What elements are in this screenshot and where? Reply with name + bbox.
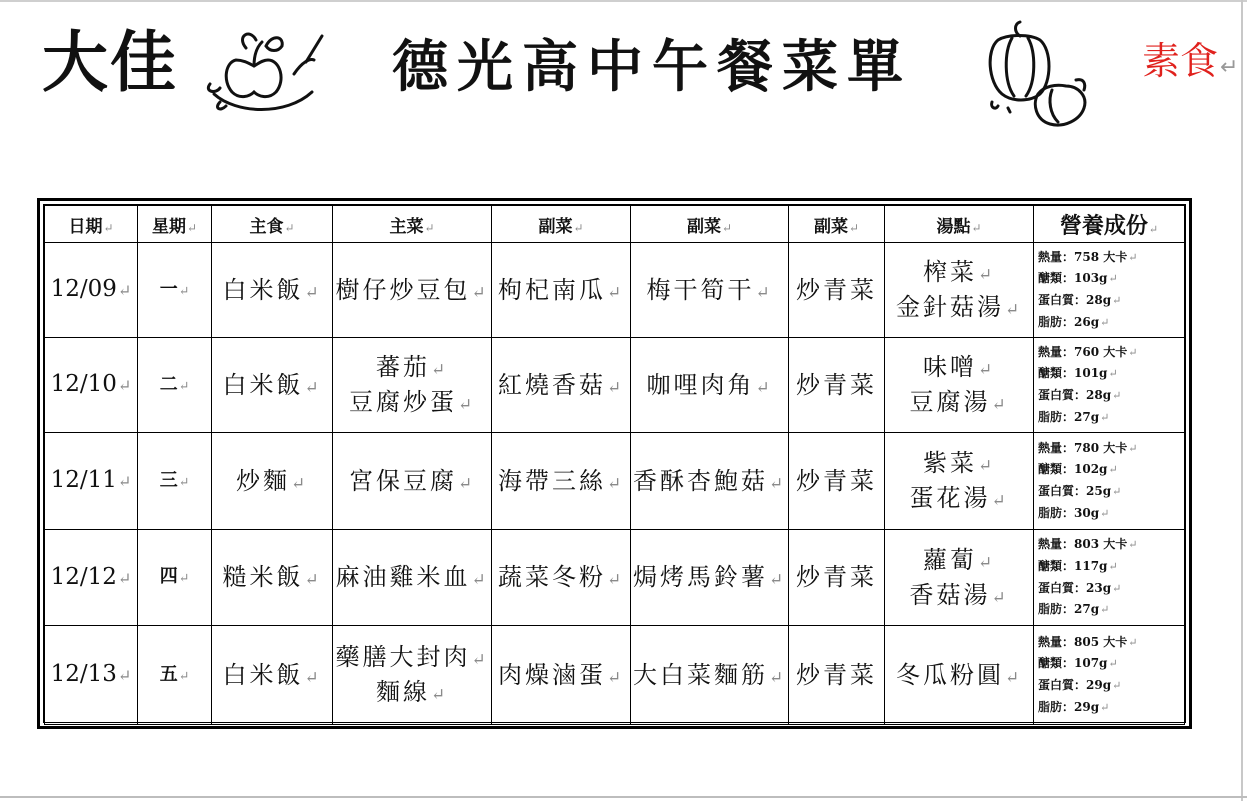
staple-cell	[212, 338, 333, 433]
nutrition-line: 醣類：103g	[1038, 271, 1108, 286]
weekday-cell	[138, 338, 212, 433]
staple-cell	[212, 433, 333, 530]
main-dish-line: 藥膳大封肉	[335, 643, 471, 672]
page-right-edge	[1241, 0, 1243, 801]
paragraph-mark-icon: ↵	[977, 359, 996, 380]
nutrition-line: 蛋白質：29g	[1038, 678, 1112, 692]
main-dish-cell	[333, 530, 492, 626]
date-text: 12/11	[50, 467, 117, 494]
side-dish-2-cell	[631, 338, 789, 433]
paragraph-mark-icon: ↵	[117, 376, 132, 396]
staple-cell	[212, 530, 333, 626]
paragraph-mark-icon: ↵	[977, 551, 996, 572]
side-dish-1-text: 肉燥滷蛋	[497, 660, 606, 689]
nutrition-line: 脂肪：27g	[1038, 409, 1100, 424]
soup-line: 蛋花湯	[909, 484, 991, 512]
weekday-cell	[138, 626, 212, 725]
date-text: 12/12	[50, 563, 117, 590]
main-dish-cell	[333, 626, 492, 725]
date-cell	[45, 626, 138, 725]
paragraph-mark-icon: ↵	[991, 394, 1009, 414]
side-dish-3-cell	[789, 338, 885, 433]
side-dish-1-cell	[492, 433, 631, 530]
nutrition-line: 蛋白質：25g	[1038, 484, 1112, 498]
paragraph-mark-icon: ↵	[977, 264, 996, 285]
side-dish-2-text: 大白菜麵筋	[632, 660, 768, 689]
nutrition-line: 脂肪：27g	[1038, 602, 1100, 617]
weekday-text: 五	[159, 663, 178, 685]
col-header-main-dish: 主菜↵	[333, 206, 492, 243]
soup-line: 冬瓜粉圓	[895, 660, 1004, 689]
main-dish-line: 宮保豆腐	[348, 466, 457, 495]
paragraph-mark-icon: ↵	[991, 586, 1009, 607]
paragraph-mark-icon: ↵	[1112, 485, 1122, 498]
nutrition-line: 熱量：760 大卡	[1038, 344, 1128, 359]
side-dish-2-text: 焗烤馬鈴薯	[632, 563, 768, 592]
soup-line: 蘿蔔	[922, 545, 977, 574]
nutrition-line: 脂肪：29g	[1038, 699, 1100, 714]
paragraph-mark-icon: ↵	[1100, 315, 1110, 329]
side-dish-2-cell	[631, 243, 789, 338]
staple-text: 白米飯	[222, 370, 304, 399]
nutrition-cell	[1034, 243, 1185, 338]
col-header-side-dish-3: 副菜↵	[789, 206, 885, 243]
paragraph-mark-icon: ↵	[178, 377, 190, 393]
side-dish-3-text: 炒青菜	[796, 370, 877, 399]
paragraph-mark-icon: ↵	[430, 359, 449, 380]
paragraph-mark-icon: ↵	[1108, 272, 1118, 286]
paragraph-mark-icon: ↵	[178, 282, 190, 298]
nutrition-line: 蛋白質：28g	[1038, 293, 1112, 307]
paragraph-mark-icon: ↵	[1112, 294, 1122, 307]
paragraph-mark-icon: ↵	[606, 281, 625, 302]
paragraph-mark-icon: ↵	[1100, 603, 1110, 617]
side-dish-1-text: 海帶三絲	[497, 466, 606, 495]
paragraph-mark-icon: ↵	[991, 490, 1009, 510]
pumpkin-icon	[980, 16, 1098, 132]
brand-name: 大佳	[42, 24, 178, 101]
side-dish-3-text: 炒青菜	[796, 660, 877, 689]
paragraph-mark-icon: ↵	[290, 472, 309, 493]
nutrition-line: 醣類：102g	[1038, 462, 1108, 477]
side-dish-3-text: 炒青菜	[796, 466, 877, 495]
paragraph-mark-icon: ↵	[755, 376, 773, 397]
paragraph-mark-icon: ↵	[768, 569, 787, 590]
paragraph-mark-icon: ↵	[1100, 700, 1110, 714]
paragraph-mark-icon: ↵	[1100, 410, 1110, 424]
menu-row	[45, 338, 1185, 433]
side-dish-1-cell	[492, 243, 631, 338]
side-dish-1-cell	[492, 626, 631, 725]
menu-table-inner	[43, 204, 1186, 723]
apple-bowl-icon	[206, 22, 324, 122]
menu-row	[45, 626, 1185, 725]
nutrition-line: 脂肪：30g	[1038, 505, 1100, 520]
paragraph-mark-icon: ↵	[606, 472, 625, 493]
menu-row	[45, 433, 1185, 530]
paragraph-mark-icon: ↵	[755, 281, 773, 302]
vegetarian-tag	[1142, 39, 1239, 83]
date-text: 12/09	[50, 276, 117, 303]
paragraph-mark-icon: ↵	[178, 570, 190, 586]
staple-text: 白米飯	[222, 660, 304, 689]
nutrition-line: 醣類：107g	[1038, 656, 1108, 671]
paragraph-mark-icon: ↵	[471, 281, 489, 302]
side-dish-3-cell	[789, 243, 885, 338]
main-dish-line: 豆腐炒蛋	[348, 388, 457, 416]
paragraph-mark-icon: ↵	[457, 394, 476, 414]
soup-cell	[885, 243, 1034, 338]
paragraph-mark-icon: ↵	[1108, 367, 1118, 381]
soup-line: 金針菇湯	[895, 293, 1004, 321]
side-dish-1-text: 蔬菜冬粉	[497, 563, 606, 592]
side-dish-1-cell	[492, 530, 631, 626]
soup-cell	[885, 626, 1034, 725]
weekday-text: 三	[159, 469, 178, 491]
soup-cell	[885, 433, 1034, 530]
paragraph-mark-icon: ↵	[1128, 441, 1138, 455]
col-header-side-dish-1: 副菜↵	[492, 206, 631, 243]
paragraph-mark-icon: ↵	[304, 376, 322, 397]
paragraph-mark-icon: ↵	[304, 281, 322, 302]
nutrition-line: 脂肪：26g	[1038, 314, 1100, 329]
main-dish-cell	[333, 338, 492, 433]
paragraph-mark-icon: ↵	[606, 376, 625, 397]
soup-line: 味噌	[922, 353, 977, 382]
paragraph-mark-icon: ↵	[1128, 250, 1138, 264]
col-header-soup: 湯點↵	[885, 206, 1034, 243]
header-row	[45, 206, 1185, 243]
main-dish-line: 麻油雞米血	[335, 563, 471, 592]
menu-row	[45, 530, 1185, 626]
paragraph-mark-icon: ↵	[1220, 55, 1239, 80]
nutrition-line: 醣類：101g	[1038, 366, 1108, 381]
nutrition-cell	[1034, 433, 1185, 530]
paragraph-mark-icon: ↵	[1100, 506, 1110, 520]
paragraph-mark-icon: ↵	[1112, 679, 1122, 692]
staple-cell	[212, 626, 333, 725]
vegetarian-tag-text: 素食	[1142, 39, 1219, 83]
col-header-weekday: 星期↵	[138, 206, 212, 243]
paragraph-mark-icon: ↵	[1128, 345, 1138, 359]
page-top-edge	[0, 0, 1247, 2]
side-dish-1-text: 枸杞南瓜	[497, 275, 606, 304]
col-header-side-dish-2: 副菜↵	[631, 206, 789, 243]
nutrition-line: 蛋白質：28g	[1038, 388, 1112, 402]
paragraph-mark-icon: ↵	[117, 666, 132, 686]
side-dish-3-text: 炒青菜	[796, 275, 877, 304]
nutrition-line: 熱量：780 大卡	[1038, 440, 1128, 455]
nutrition-cell	[1034, 338, 1185, 433]
col-header-date: 日期↵	[45, 206, 138, 243]
nutrition-cell	[1034, 530, 1185, 626]
date-text: 12/10	[50, 371, 117, 398]
paragraph-mark-icon: ↵	[117, 281, 132, 301]
staple-text: 炒麵	[235, 466, 290, 495]
paragraph-mark-icon: ↵	[430, 684, 449, 704]
weekday-cell	[138, 530, 212, 626]
menu-body	[45, 243, 1185, 725]
menu-table	[44, 205, 1185, 725]
main-dish-cell	[333, 433, 492, 530]
side-dish-3-cell	[789, 626, 885, 725]
paragraph-mark-icon: ↵	[117, 472, 132, 492]
weekday-text: 一	[159, 278, 178, 300]
weekday-cell	[138, 433, 212, 530]
paragraph-mark-icon: ↵	[1004, 666, 1023, 687]
paragraph-mark-icon: ↵	[178, 667, 190, 683]
main-dish-line: 樹仔炒豆包	[335, 275, 471, 304]
menu-table-frame	[37, 198, 1192, 729]
weekday-cell	[138, 243, 212, 338]
menu-row	[45, 243, 1185, 338]
paragraph-mark-icon: ↵	[178, 473, 190, 489]
staple-text: 糙米飯	[222, 563, 304, 592]
side-dish-3-cell	[789, 433, 885, 530]
main-dish-line: 麵線	[375, 678, 430, 706]
side-dish-2-text: 梅干筍干	[646, 275, 755, 304]
paragraph-mark-icon: ↵	[457, 472, 476, 493]
nutrition-line: 熱量：805 大卡	[1038, 634, 1128, 649]
side-dish-2-text: 咖哩肉角	[646, 370, 755, 399]
paragraph-mark-icon: ↵	[768, 472, 787, 493]
soup-line: 香菇湯	[909, 580, 991, 609]
soup-cell	[885, 338, 1034, 433]
nutrition-cell	[1034, 626, 1185, 725]
paragraph-mark-icon: ↵	[1108, 463, 1118, 477]
nutrition-line: 醣類：117g	[1038, 558, 1108, 573]
paragraph-mark-icon: ↵	[1128, 538, 1138, 552]
main-dish-cell	[333, 243, 492, 338]
soup-line: 豆腐湯	[909, 388, 991, 416]
date-cell	[45, 243, 138, 338]
paragraph-mark-icon: ↵	[768, 666, 787, 687]
paragraph-mark-icon: ↵	[1108, 657, 1118, 671]
paragraph-mark-icon: ↵	[117, 568, 132, 588]
staple-text: 白米飯	[222, 275, 304, 304]
nutrition-line: 熱量：758 大卡	[1038, 249, 1128, 264]
paragraph-mark-icon: ↵	[1112, 389, 1122, 402]
paragraph-mark-icon: ↵	[1112, 581, 1122, 595]
date-cell	[45, 530, 138, 626]
paragraph-mark-icon: ↵	[471, 649, 489, 670]
weekday-text: 二	[159, 373, 178, 395]
paragraph-mark-icon: ↵	[304, 666, 322, 687]
side-dish-2-cell	[631, 626, 789, 725]
paragraph-mark-icon: ↵	[304, 569, 322, 590]
nutrition-line: 熱量：803 大卡	[1038, 537, 1128, 552]
side-dish-2-text: 香酥杏鮑菇	[632, 466, 768, 495]
col-header-nutrition: 營養成份↵	[1034, 206, 1185, 243]
date-text: 12/13	[50, 661, 117, 688]
side-dish-1-text: 紅燒香菇	[497, 370, 606, 399]
col-header-staple: 主食↵	[212, 206, 333, 243]
side-dish-3-text: 炒青菜	[796, 563, 877, 592]
nutrition-line: 蛋白質：23g	[1038, 580, 1112, 595]
soup-line: 紫菜	[922, 449, 977, 478]
paragraph-mark-icon: ↵	[977, 455, 996, 476]
side-dish-3-cell	[789, 530, 885, 626]
side-dish-2-cell	[631, 433, 789, 530]
menu-title: 德光高中午餐菜單	[392, 35, 912, 100]
page-bottom-edge	[0, 796, 1247, 798]
soup-line: 榨菜	[922, 258, 977, 287]
paragraph-mark-icon: ↵	[471, 569, 489, 590]
main-dish-line: 蕃茄	[375, 353, 430, 382]
paragraph-mark-icon: ↵	[1128, 635, 1138, 649]
date-cell	[45, 338, 138, 433]
date-cell	[45, 433, 138, 530]
side-dish-1-cell	[492, 338, 631, 433]
side-dish-2-cell	[631, 530, 789, 626]
staple-cell	[212, 243, 333, 338]
paragraph-mark-icon: ↵	[606, 569, 625, 590]
paragraph-mark-icon: ↵	[1108, 559, 1118, 573]
soup-cell	[885, 530, 1034, 626]
paragraph-mark-icon: ↵	[606, 666, 625, 687]
paragraph-mark-icon: ↵	[1004, 299, 1023, 319]
weekday-text: 四	[159, 566, 178, 588]
